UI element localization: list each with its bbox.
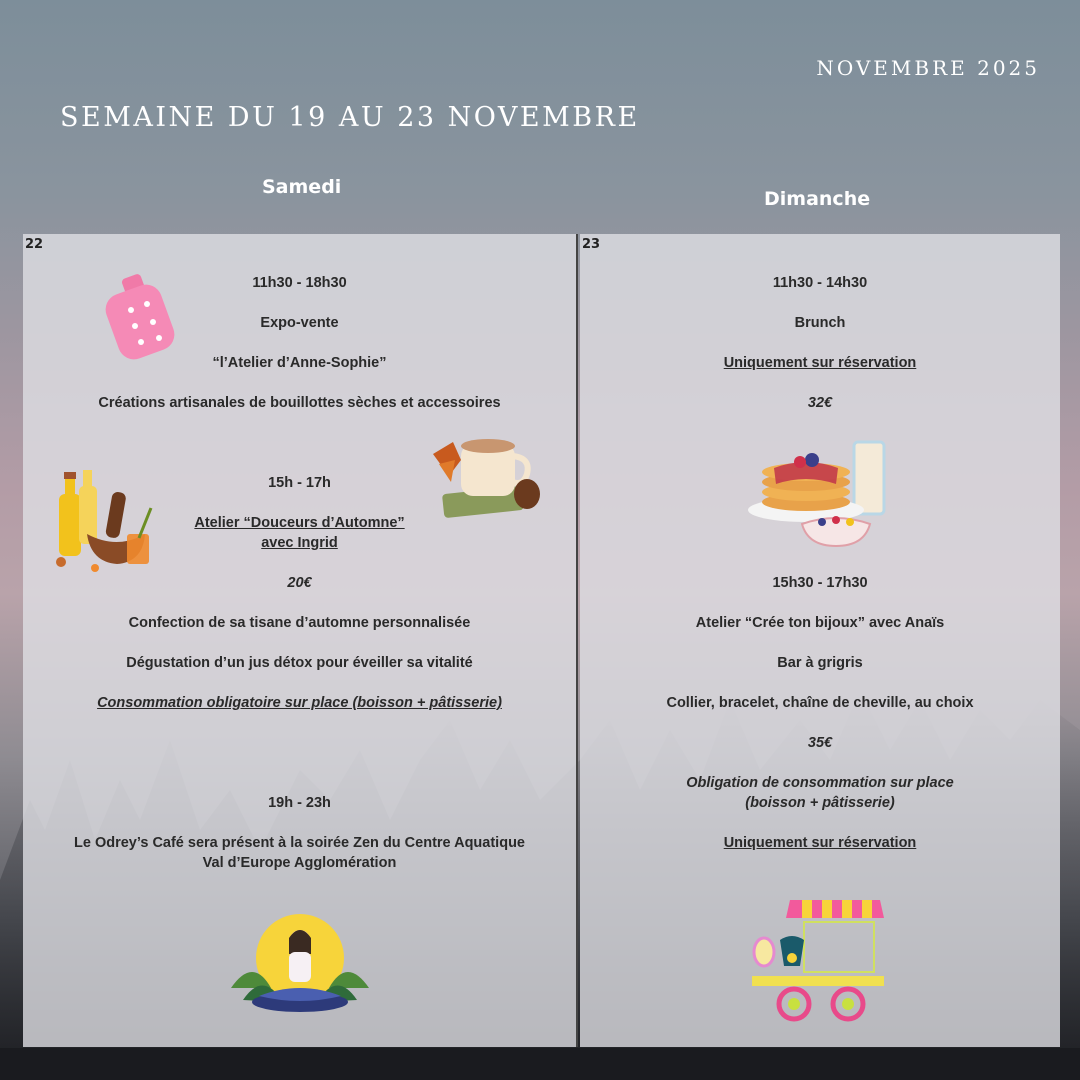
week-title: SEMAINE DU 19 AU 23 NOVEMBRE — [60, 102, 640, 133]
saturday-panel — [23, 234, 578, 1047]
month-label: NOVEMBRE 2025 — [816, 56, 1040, 80]
event-price: 35€ — [807, 735, 833, 751]
hot-water-bottle-icon — [105, 274, 177, 360]
event-note: (boisson + pâtisserie) — [745, 795, 895, 811]
event-name: “l’Atelier d’Anne-Sophie” — [212, 355, 387, 371]
event-name: Atelier “Crée ton bijoux” avec Anaïs — [695, 615, 945, 631]
event-price: 20€ — [287, 575, 312, 591]
event-time: 19h - 23h — [268, 795, 331, 811]
event-type: Expo-vente — [260, 315, 339, 331]
event-time: 15h - 17h — [268, 475, 331, 491]
event-price: 32€ — [807, 395, 833, 411]
event-time: 11h30 - 18h30 — [252, 275, 347, 291]
sunday-panel — [580, 234, 1060, 1047]
day-number: 23 — [582, 237, 601, 252]
event-description: Le Odrey’s Café sera présent à la soirée Zen du Centre Aquatique — [74, 835, 525, 851]
herbal-tea-icon — [51, 464, 159, 574]
reservation-note: Uniquement sur réservation — [723, 355, 917, 371]
event-time: 15h30 - 17h30 — [772, 575, 868, 591]
event-subtitle: Bar à grigris — [777, 655, 863, 671]
cozy-mug-icon — [431, 434, 549, 520]
pancakes-brunch-icon — [746, 438, 892, 550]
event-description: Collier, bracelet, chaîne de cheville, au choix — [666, 695, 974, 711]
event-description: Créations artisanales de bouillottes sèches et accessoires — [98, 395, 501, 411]
saturday-heading: Samedi — [262, 176, 342, 198]
event-name: Brunch — [794, 315, 846, 331]
event-description: Confection de sa tisane d’automne personnalisée — [128, 615, 471, 631]
reservation-note: Uniquement sur réservation — [723, 835, 917, 851]
event-description: Dégustation d’un jus détox pour éveiller sa vitalité — [126, 655, 473, 671]
day-number: 22 — [25, 237, 44, 252]
event-note: Consommation obligatoire sur place (boisson + pâtisserie) — [97, 695, 502, 711]
jewelry-cart-icon — [750, 896, 886, 1022]
event-time: 11h30 - 14h30 — [772, 275, 868, 291]
sunday-heading: Dimanche — [764, 188, 871, 210]
event-description: Val d’Europe Agglomération — [202, 855, 397, 871]
event-name: Atelier “Douceurs d’Automne” — [194, 515, 405, 531]
event-note: Obligation de consommation sur place — [686, 775, 954, 791]
event-host: avec Ingrid — [261, 535, 338, 551]
meditation-icon — [223, 910, 377, 1020]
